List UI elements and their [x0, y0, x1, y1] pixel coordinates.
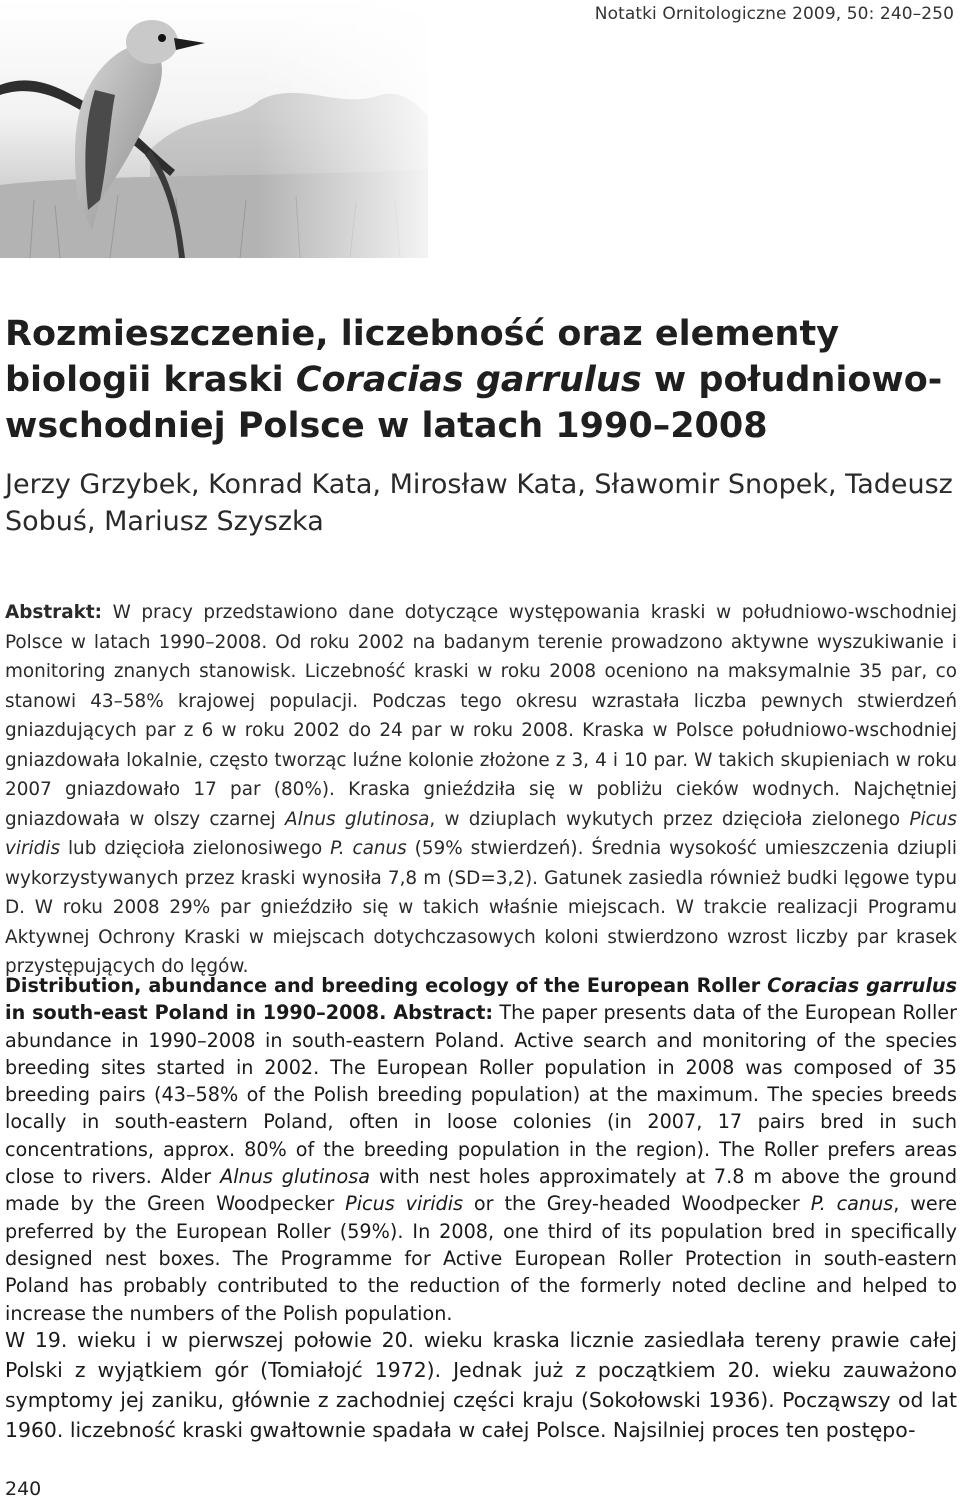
- article-title: [5, 311, 955, 449]
- abstract-pl-label: Abstrakt:: [5, 602, 102, 623]
- title-species: Coracias garrulus: [295, 360, 642, 400]
- author-list: Jerzy Grzybek, Konrad Kata, Mirosław Kata, Sławomir Snopek, Tadeusz Sobuś, Mariusz Szyszka: [5, 469, 953, 537]
- abstract-pl-text-4: (59% stwierdzeń). Średnia wysokość umieszczenia dziupli wykorzystywanych przez kraski wynosiła 7,8 m (SD=3,2). Gatunek zasiedla również budki lęgowe typu D. W roku 2008 29% par gnieździło się w takich właśnie miejscach. W trakcie realizacji Programu Aktywnej Ochrony Kraski w miejscach dotychczasowych koloni stwierdzono wzrost liczby par krasek przystępujących do lęgów.: [5, 838, 957, 977]
- abstract-en-title-2: in south-east Poland in 1990–2008.: [5, 1001, 387, 1025]
- abstract-pl-italic-2: Picus viridis: [5, 808, 958, 859]
- abstract-pl-italic-3: P. canus: [330, 838, 407, 859]
- abstract-pl-text-1: W pracy przedstawiono dane dotyczące występowania kraski w południowo-wschodniej Polsce w latach 1990–2008. Od roku 2002 na badanym terenie prowadzono aktywne wyszukiwanie i monitoring znanych stanowisk. Liczebność kraski w roku 2008 oceniono na maksymalnie 35 par, co stanowi 43–58% krajowej populacji. Podczas tego okresu wzrastała liczba pewnych stwierdzeń gniazdujących par z 6 w roku 2002 do 24 par w roku 2008. Kraska w Polsce południowo-wschodniej gniazdowała lokalnie, często tworząc luźne kolonie złożone z 3, 4 i 10 par. W takich skupieniach w roku 2007 gniazdowało 17 par (80%). Kraska gnieździła się w pobliżu cieków wodnych. Najchętniej gniazdowała w olszy czarnej: [5, 602, 957, 830]
- abstract-en-text-2: with nest holes approximately at 7.8 m above the ground made by the Green Woodpecker: [5, 1165, 957, 1216]
- abstract-en-italic-3: P. canus: [810, 1192, 894, 1216]
- abstract-en-label: Abstract:: [386, 1001, 494, 1025]
- abstract-en-text-3: or the Grey-headed Woodpecker: [463, 1192, 811, 1216]
- abstract-en-italic-1: Alnus glutinosa: [220, 1165, 370, 1189]
- abstract-pl-italic-1: Alnus glutinosa: [285, 808, 430, 830]
- abstract-en-title-1: Distribution, abundance and breeding ecology of the European Roller: [5, 974, 768, 997]
- title-part2: w południowo-wschodniej Polsce w latach 1990–2008: [5, 360, 943, 446]
- abstract-en-italic-2: Picus viridis: [345, 1192, 464, 1216]
- abstract-polish: [5, 598, 957, 982]
- roller-bird-illustration: [0, 0, 428, 258]
- bird-photo: [0, 0, 428, 258]
- page-number: 240: [5, 1478, 42, 1500]
- abstract-english: [5, 972, 957, 1327]
- abstract-pl-text-2: , w dziuplach wykutych przez dzięcioła zielonego: [429, 808, 910, 830]
- abstract-en-text-4: , were preferred by the European Roller (59%). In 2008, one third of its population bred in specifically designed nest boxes. The Programme for Active European Roller Protection in south-eastern Poland has probably contributed to the reduction of the formerly noted decline and helped to increase the numbers of the Polish population.: [5, 1192, 958, 1325]
- body-paragraph: W 19. wieku i w pierwszej połowie 20. wieku kraska licznie zasiedlała tereny prawie całej Polski z wyjątkiem gór (Tomiałojć 1972). Jednak już z początkiem 20. wieku zauważono symptomy jej zaniku, głównie z zachodniej części kraju (Sokołowski 1936). Począwszy od lat 1960. liczebność kraski gwałtownie spadała w całej Polsce. Najsilniej proces ten postępo-: [5, 1328, 957, 1442]
- journal-header: Notatki Ornitologiczne 2009, 50: 240–250: [594, 4, 954, 24]
- title-part1: Rozmieszczenie, liczebność oraz elementy biologii kraski: [5, 314, 840, 400]
- abstract-pl-text-3: lub dzięcioła zielonosiwego: [60, 838, 331, 859]
- abstract-en-text-1: The paper presents data of the European Roller abundance in 1990–2008 in south-eastern Poland. Active search and monitoring of the species breeding sites started in 2002. The European Roller population in 2008 was composed of 35 breeding pairs (43–58% of the Polish breeding population) at the maximum. The species breeds locally in south-eastern Poland, often in loose colonies (in 2007, 17 pairs bred in such concentrations, approx. 80% of the breeding population in the region). The Roller prefers areas close to rivers. Alder: [5, 1001, 957, 1189]
- abstract-en-title-species: Coracias garrulus: [767, 974, 957, 997]
